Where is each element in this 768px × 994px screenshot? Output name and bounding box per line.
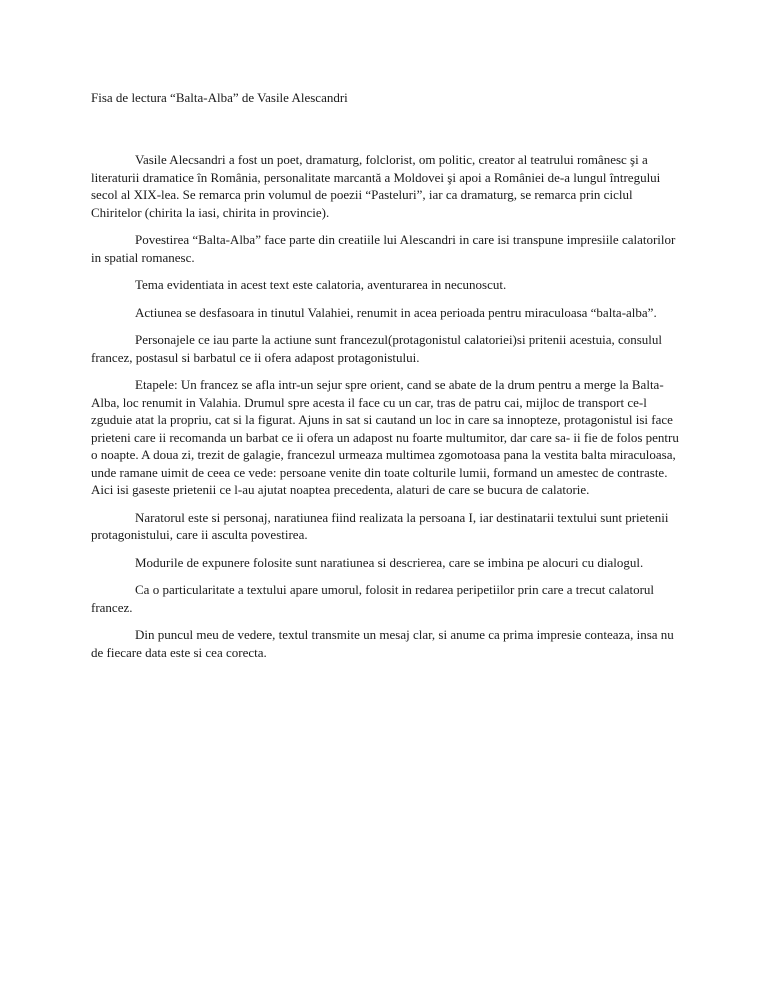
paragraph-theme: Tema evidentiata in acest text este calatoria, aventurarea in necunoscut. bbox=[135, 277, 507, 292]
paragraph-narrator: Naratorul este si personaj, naratiunea fiind realizata la persoana I, iar destinatarii textului sunt prietenii protagonistului, care ii asculta povestirea. bbox=[91, 509, 669, 542]
paragraph-plot-stages: Etapele: Un francez se afla intr-un sejur spre orient, cand se abate de la drum pentru a merge la Balta-Alba, loc renumit in Valahia. Drumul spre acesta il face cu un car, tras de patru cai, mijloc de transport ce-l zguduie atat la propriu, cat si la figurat. Ajuns in sat si cautand un loc in care sa innopteze, protagonistul isi face prieteni care ii recomanda un barbat ce ii ofera un adapost nu foarte multumitor, dar care sa- ii fie de folos pentru o noapte. A doua zi, trezit de galagie, francezul urmeaza multimea zgomotoasa pana la vestita balta miraculoasa, unde ramane uimit de ceea ce vede: persoane venite din toate colturile lumii, formand un amestec de contraste. Aici isi gaseste prietenii ce l-au ajutat noaptea precedenta, alaturi de care se bucura de calatorie. bbox=[91, 377, 679, 497]
document-body bbox=[91, 151, 681, 671]
paragraph-setting: Actiunea se desfasoara in tinutul Valahiei, renumit in acea perioada pentru miraculoasa “balta-alba”. bbox=[135, 304, 657, 320]
paragraph-characters: Personajele ce iau parte la actiune sunt francezul(protagonistul calatoriei)si pritenii acestuia, consulul francez, postasul si barbatul ce ii ofera adapost protagonistului. bbox=[91, 332, 663, 365]
paragraph-exposition-modes: Modurile de expunere folosite sunt naratiunea si descrierea, care se imbina pe alocuri cu dialogul. bbox=[135, 554, 644, 570]
paragraph-humor: Ca o particularitate a textului apare umorul, folosit in redarea peripetiilor prin care a trecut calatorul francez. bbox=[91, 582, 655, 615]
paragraph-conclusion: Din puncul meu de vedere, textul transmite un mesaj clar, si anume ca prima impresie conteaza, insa nu de fiecare data este si cea corecta. bbox=[91, 627, 674, 660]
paragraph-overview: Povestirea “Balta-Alba” face parte din creatiile lui Alescandri in care isi transpune impresiile calatorilor in spatial romanesc. bbox=[91, 232, 676, 265]
paragraph-author-bio: Vasile Alecsandri a fost un poet, dramaturg, folclorist, om politic, creator al teatrului românesc şi a literaturii dramatice în România, personalitate marcantă a Moldovei şi apoi a României de-a lungul întregului secol al XIX-lea. Se remarca prin volumul de poezii “Pasteluri”, iar ca dramaturg, se remarca prin ciclul Chiritelor (chirita la iasi, chirita in provincie). bbox=[91, 152, 661, 220]
document-title: Fisa de lectura “Balta-Alba” de Vasile Alescandri bbox=[91, 90, 348, 105]
